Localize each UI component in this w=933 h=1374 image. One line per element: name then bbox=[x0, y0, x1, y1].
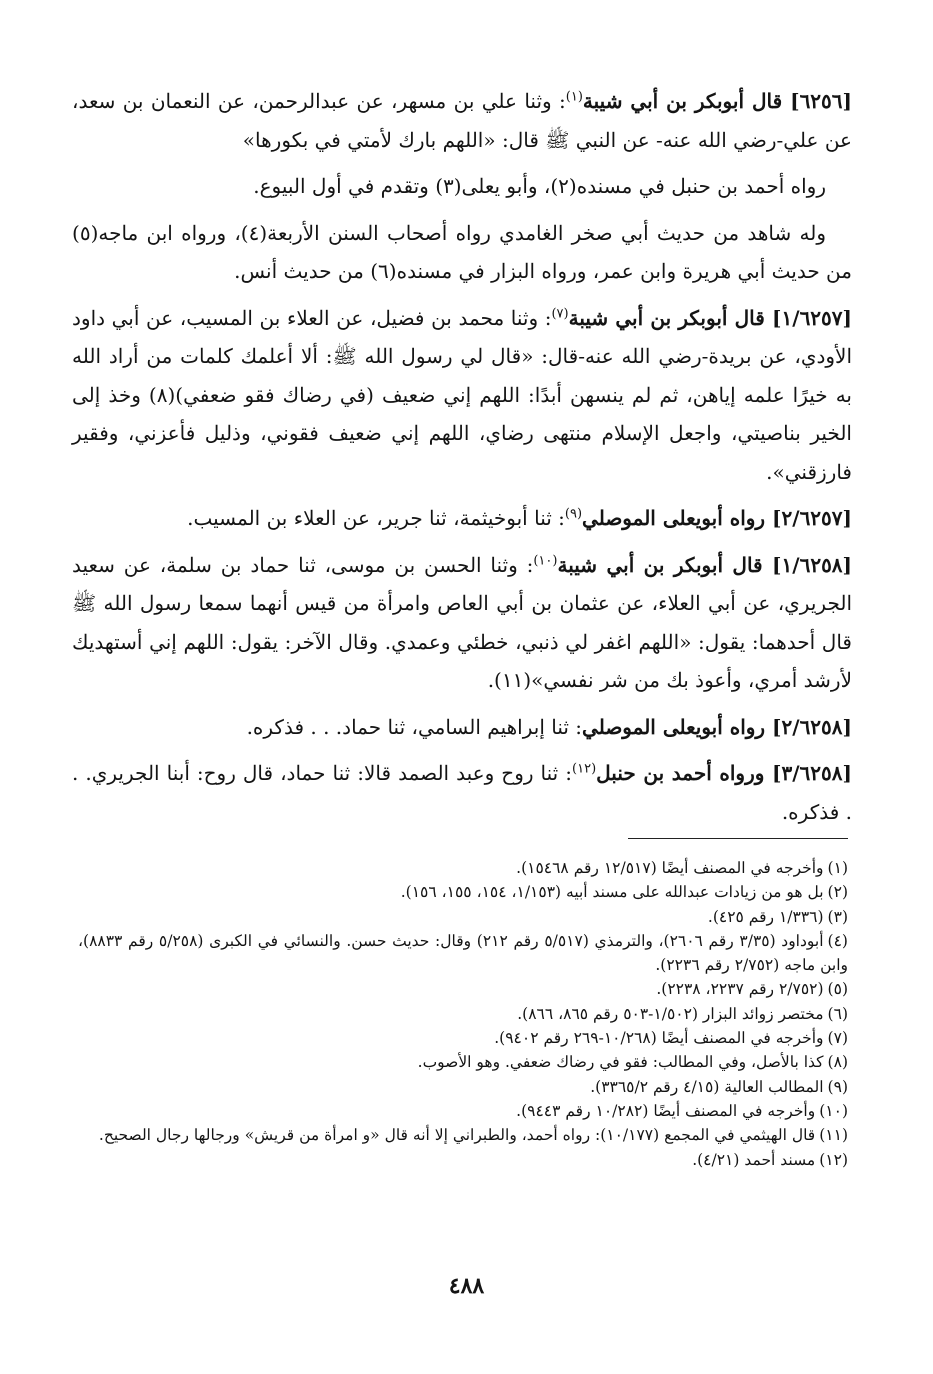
hadith-label: [١/٦٢٥٧] قال أبوبكر بن أبي شيبة bbox=[568, 305, 852, 330]
footnote-number: (١١) bbox=[819, 1126, 848, 1145]
footnote-number: (٤) bbox=[827, 931, 848, 950]
footnote-text: وأخرجه في المصنف أيضًا (١٠/٢٦٨-٢٦٩ رقم ٩٤٠٢). bbox=[494, 1029, 824, 1048]
footnote bbox=[78, 1099, 848, 1123]
main-text bbox=[72, 82, 852, 839]
footnote bbox=[78, 880, 848, 904]
hadith-6258-2 bbox=[72, 708, 852, 747]
footnote-number: (٢) bbox=[827, 883, 848, 902]
footnote-ref: (١) bbox=[565, 89, 583, 105]
hadith-text: : وثنا علي بن مسهر، عن عبدالرحمن، عن النعمان بن سعد، عن علي-رضي الله عنه- عن النبي ﷺ قال: «اللهم بارك لأمتي في بكورها» bbox=[72, 89, 852, 152]
hadith-6256 bbox=[72, 82, 852, 159]
hadith-text: : وثنا محمد بن فضيل، عن العلاء بن المسيب، عن أبي داود الأودي، عن بريدة-رضي الله عنه-قال: «قال لي رسول الله ﷺ: ألا أعلمك كلمات من أراد الله به خيرًا علمه إياهن، ثم لم ينسهن أبدًا: اللهم إني ضعيف (في رضاك فقو ضعفي)(٨) وخذ إلى الخير بناصيتي، واجعل الإسلام منتهى رضاي، اللهم إني ضعيف فقوني، وذليل فأعزني، وفقير فارزقني». bbox=[72, 305, 852, 484]
footnote-ref: (١٢) bbox=[572, 761, 597, 777]
hadith-label: [٢/٦٢٥٨] رواه أبويعلى الموصلي bbox=[582, 714, 852, 739]
footnote bbox=[78, 905, 848, 929]
hadith-label: [١/٦٢٥٨] قال أبوبكر بن أبي شيبة bbox=[557, 552, 853, 577]
footnote-text: قال الهيثمي في المجمع (١٠/١٧٧): رواه أحمد، والطبراني إلا أنه قال «و امرأة من قريش» ورجالها رجال الصحيح. bbox=[98, 1126, 816, 1145]
footnote bbox=[78, 1148, 848, 1172]
hadith-6257-1 bbox=[72, 299, 852, 492]
footnote-text: أبوداود (٣/٣٥ رقم ٢٦٠٦)، والترمذي (٥/٥١٧ رقم ٢١٢) وقال: حديث حسن. والنسائي في الكبرى (٥/٢٥٨ رقم ٨٨٣٣)، وابن ماجه (٢/٧٥٢ رقم ٢٢٣٦). bbox=[78, 931, 848, 975]
hadith-label: [٣/٦٢٥٨] ورواه أحمد بن حنبل bbox=[596, 761, 852, 785]
footnote bbox=[78, 929, 848, 978]
hadith-text: : وثنا الحسن بن موسى، ثنا حماد بن سلمة، عن سعيد الجريري، عن أبي العلاء، عن عثمان بن أبي العاص وامرأة من قيس أنهما سمعا رسول الله ﷺ قال أحدهما: يقول: «اللهم اغفر لي ذنبي، خطئي وعمدي. وقال الآخر: يقول: اللهم إني أستهديك لأرشد أمري، وأعوذ بك من شر نفسي»(١١). bbox=[72, 552, 852, 692]
footnote-number: (٩) bbox=[827, 1077, 848, 1096]
hadith-6257-2 bbox=[72, 499, 852, 538]
hadith-label: [٦٢٥٦] قال أبوبكر بن أبي شيبة bbox=[582, 89, 852, 113]
footnote-text: المطالب العالية (٤/١٥ رقم ٣٣٦٥/٢). bbox=[590, 1077, 824, 1096]
footnote bbox=[78, 1050, 848, 1074]
footnote-separator bbox=[628, 838, 848, 839]
footnote-text: مختصر زوائد البزار (١/٥٠٢-٥٠٣ رقم ٨٦٥، ٨٦٦). bbox=[517, 1004, 824, 1023]
footnote-number: (٣) bbox=[827, 907, 848, 926]
footnote-text: مسند أحمد (٤/٢١). bbox=[692, 1150, 816, 1169]
footnote-text: وأخرجه في المصنف أيضًا (١٢/٥١٧ رقم ١٥٤٦٨). bbox=[516, 859, 824, 877]
footnote-text: كذا بالأصل، وفي المطالب: فقو في رضاك ضعفي. وهو الأصوب. bbox=[417, 1053, 824, 1072]
footnote-number: (٧) bbox=[827, 1029, 848, 1048]
footnote bbox=[78, 977, 848, 1001]
footnote bbox=[78, 856, 848, 880]
footnote-text: (٢/٧٥٢ رقم ٢٢٣٧، ٢٢٣٨). bbox=[656, 980, 824, 999]
footnote-text: بل هو من زيادات عبدالله على مسند أبيه (١/١٥٣، ١٥٤، ١٥٥، ١٥٦). bbox=[400, 883, 824, 902]
shahid-paragraph: وله شاهد من حديث أبي صخر الغامدي رواه أصحاب السنن الأربعة(٤)، ورواه ابن ماجه(٥) من حديث أبي هريرة وابن عمر، ورواه البزار في مسنده(٦) من حديث أنس. bbox=[72, 220, 852, 283]
footnote bbox=[78, 1075, 848, 1099]
footnotes bbox=[78, 856, 848, 1172]
footnote bbox=[78, 1123, 848, 1147]
hadith-6258-3 bbox=[72, 754, 852, 831]
footnote-number: (١٢) bbox=[819, 1150, 848, 1169]
hadith-text: : ثنا روح وعبد الصمد قالا: ثنا حماد، قال روح: أبنا الجريري. . . فذكره. bbox=[72, 761, 852, 824]
footnote bbox=[78, 1026, 848, 1050]
footnote-text: وأخرجه في المصنف أيضًا (١٠/٢٨٢ رقم ٩٤٤٣). bbox=[516, 1101, 816, 1120]
footnote-number: (١٠) bbox=[819, 1101, 848, 1120]
footnote-number: (٦) bbox=[827, 1004, 848, 1023]
hadith-label: [٢/٦٢٥٧] رواه أبويعلى الموصلي bbox=[582, 506, 852, 530]
footnote-number: (٥) bbox=[827, 980, 848, 999]
footnote-ref: (١٠) bbox=[533, 552, 558, 568]
hadith-6258-1 bbox=[72, 546, 852, 700]
hadith-text: : ثنا إبراهيم السامي، ثنا حماد. . . فذكره. bbox=[246, 714, 583, 739]
footnote-text: (١/٣٣٦ رقم ٤٢٥). bbox=[707, 907, 824, 926]
footnote bbox=[78, 1002, 848, 1026]
footnote-number: (٨) bbox=[827, 1053, 848, 1072]
footnote-ref: (٩) bbox=[564, 506, 583, 522]
footnote-number: (١) bbox=[827, 859, 848, 877]
footnote-ref: (٧) bbox=[551, 305, 569, 321]
hadith-text: : ثنا أبوخيثمة، ثنا جرير، عن العلاء بن المسيب. bbox=[187, 506, 565, 530]
takhrij-paragraph: رواه أحمد بن حنبل في مسنده(٢)، وأبو يعلى(٣) وتقدم في أول البيوع. bbox=[253, 174, 826, 198]
page-number: ٤٨٨ bbox=[448, 1273, 485, 1299]
